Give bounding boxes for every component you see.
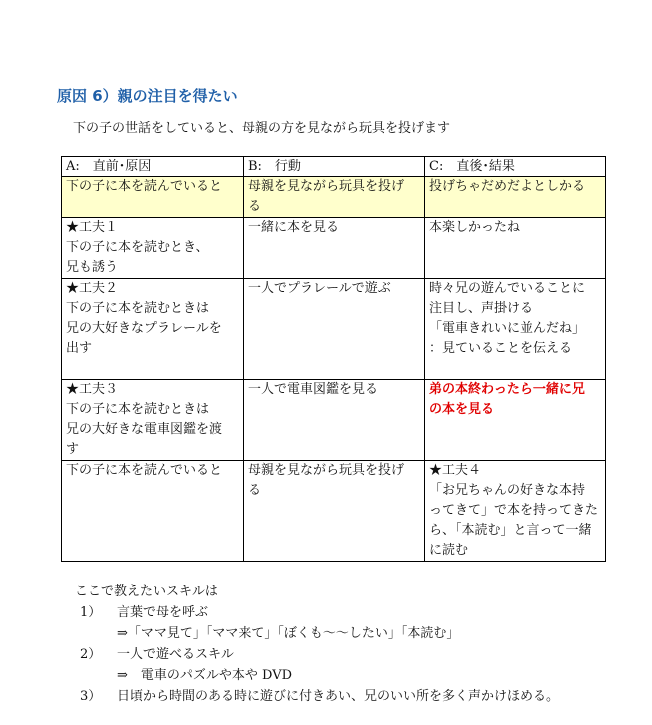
cell-line: 「電車きれいに並んだね」 [429, 321, 586, 336]
table-header-row [62, 157, 606, 177]
cell-line: ★工夫１ [66, 220, 119, 235]
cell-line: ってきて」で本を持ってきた [429, 503, 599, 518]
skill-detail: ⇒「ママ見て」「ママ来て」「ぼくも～～したい」「本読む」 [117, 626, 460, 641]
cell-line: 下の子に本を読むときは [66, 402, 210, 417]
cell-line: 母親を見ながら玩具を投げ [248, 463, 405, 478]
cell-line: に読む [429, 543, 469, 558]
cell-line: 兄の大好きなプラレールを [66, 321, 222, 336]
skill-number: 3） [80, 689, 102, 704]
skill-text: 言葉で母を呼ぶ [117, 605, 209, 620]
cell-behavior [244, 461, 425, 562]
cell-line-highlight: 弟の本終わったら一緒に兄 [429, 382, 585, 397]
cell-line: 一人でプラレールで遊ぶ [248, 281, 391, 296]
cell-line: 下の子に本を読むときは [66, 301, 210, 316]
section-subtitle: 下の子の世話をしていると、母親の方を見ながら玩具を投げます [73, 121, 451, 136]
cell-line: 下の子に本を読んでいると [66, 463, 223, 478]
cell-line: 注目し、声掛ける [429, 301, 534, 316]
cell-line: ：見ていることを伝える [429, 341, 573, 356]
cell-line: る [248, 199, 262, 214]
cell-line: す [66, 442, 80, 457]
table-row [62, 380, 606, 461]
table-row [62, 218, 606, 279]
skill-number: 1） [80, 605, 102, 620]
cell-line: ★工夫３ [66, 382, 119, 397]
cell-line: 下の子に本を読んでいると [66, 179, 223, 194]
header-consequence: C: 直後･結果 [425, 157, 606, 177]
skill-number: 2） [80, 647, 102, 662]
cell-behavior [244, 380, 425, 461]
cell-consequence [425, 380, 606, 461]
cell-line: 投げちゃだめだよとしかる [429, 179, 586, 194]
cell-line: 母親を見ながら玩具を投げ [248, 179, 405, 194]
cell-line: ★工夫２ [66, 281, 119, 296]
cell-line: 時々兄の遊んでいることに [429, 281, 586, 296]
table-row [62, 279, 606, 380]
table-row [62, 461, 606, 562]
cell-line: ら、「本読む」と言って一緒 [429, 523, 592, 538]
cell-line: る [248, 483, 262, 498]
cell-line: 下の子に本を読むとき、 [66, 240, 209, 255]
cell-line: 兄の大好きな電車図鑑を渡 [66, 422, 223, 437]
cell-behavior [244, 279, 425, 380]
cell-antecedent [62, 177, 244, 218]
cell-line: 「お兄ちゃんの好きな本持 [429, 483, 586, 498]
abc-table [61, 156, 606, 562]
cell-behavior [244, 177, 425, 218]
skill-detail: ⇒ 電車のパズルや本や DVD [117, 668, 293, 683]
cell-line: ★工夫４ [429, 463, 482, 478]
table-row [62, 177, 606, 218]
cell-consequence [425, 177, 606, 218]
section-title: 原因 6）親の注目を得たい [57, 87, 238, 105]
cell-antecedent [62, 218, 244, 279]
skills-intro: ここで教えたいスキルは [75, 584, 218, 599]
cell-antecedent [62, 380, 244, 461]
cell-line: 兄も誘う [66, 260, 119, 275]
header-antecedent: A: 直前･原因 [62, 157, 244, 177]
header-behavior: B: 行動 [244, 157, 425, 177]
cell-consequence [425, 218, 606, 279]
skill-text: 一人で遊べるスキル [117, 647, 234, 662]
cell-line: 出す [66, 341, 93, 356]
cell-line: 本楽しかったね [429, 220, 521, 235]
cell-line: 一人で電車図鑑を見る [248, 382, 379, 397]
cell-line-highlight: の本を見る [429, 402, 495, 417]
cell-antecedent [62, 461, 244, 562]
cell-consequence [425, 461, 606, 562]
cell-antecedent [62, 279, 244, 380]
cell-consequence [425, 279, 606, 380]
cell-line: 一緒に本を見る [248, 220, 340, 235]
skill-text: 日頃から時間のある時に遊びに付きあい、兄のいい所を多く声かけほめる。 [117, 689, 560, 704]
cell-behavior [244, 218, 425, 279]
